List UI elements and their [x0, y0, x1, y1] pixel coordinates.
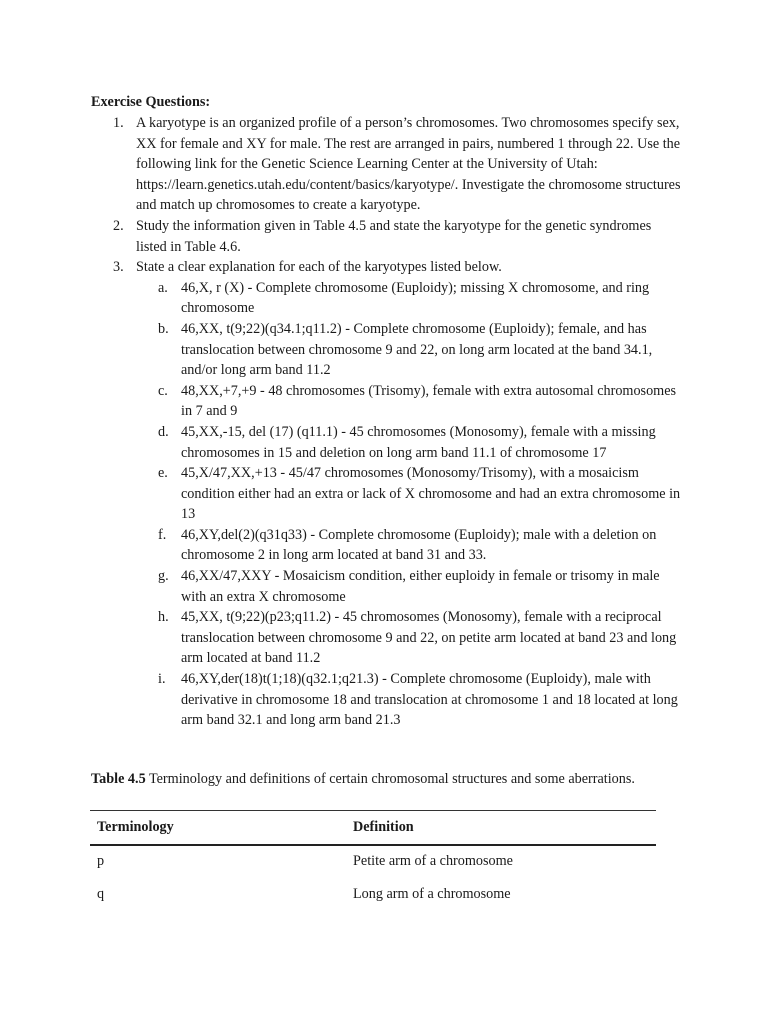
- exercise-item-2: [91, 216, 681, 257]
- item-text: 46,XX/47,XXY - Mosaicism condition, either euploidy in female or trisomy in male with an extra X chromosome: [181, 568, 660, 605]
- karyotype-item-c: [136, 381, 681, 422]
- karyotype-item-b: [136, 319, 681, 381]
- karyotype-item-f: [136, 525, 681, 566]
- table-caption-text: Terminology and definitions of certain chromosomal structures and some aberrations.: [145, 771, 635, 787]
- item-letter: f.: [158, 526, 167, 543]
- karyotype-item-d: [136, 422, 681, 463]
- item-letter: b.: [158, 320, 169, 337]
- karyotype-item-a: [136, 278, 681, 319]
- item-letter: e.: [158, 465, 168, 482]
- karyotype-item-e: [136, 463, 681, 525]
- item-number: 3.: [113, 259, 124, 276]
- term-cell: p: [97, 853, 105, 870]
- item-letter: a.: [158, 279, 168, 296]
- table-caption-label: Table 4.5: [91, 771, 146, 787]
- table-row: [90, 878, 656, 911]
- item-text: 46,XY,der(18)t(1;18)(q32.1;q21.3) - Complete chromosome (Euploidy), male with derivative in chromosome 18 and translocation at chromosome 1 and 18 located at long arm band 32.1 and long arm band 21.3: [181, 671, 678, 729]
- item-text: Study the information given in Table 4.5 and state the karyotype for the genetic syndromes listed in Table 4.6.: [136, 217, 652, 255]
- item-text: 46,XX, t(9;22)(q34.1;q11.2) - Complete chromosome (Euploidy); female, and has translocation between chromosome 9 and 22, on long arm located at the band 34.1, and/or long arm band 11.2: [181, 320, 653, 379]
- definition-cell: Petite arm of a chromosome: [353, 853, 513, 870]
- item-text: 46,XY,del(2)(q31q33) - Complete chromosome (Euploidy); male with a deletion on chromosome 2 in long arm located at band 31 and 33.: [181, 526, 657, 564]
- item-letter: d.: [158, 423, 169, 440]
- column-header-terminology: Terminology: [90, 811, 346, 845]
- item-text: 45,X/47,XX,+13 - 45/47 chromosomes (Monosomy/Trisomy), with a mosaicism condition either had an extra or lack of X chromosome and had an extra chromosome in 13: [181, 465, 681, 523]
- definition-cell: Long arm of a chromosome: [353, 885, 511, 902]
- item-letter: g.: [158, 568, 169, 585]
- item-letter: i.: [158, 671, 166, 688]
- item-number: 1.: [113, 115, 124, 131]
- exercise-item-3: [91, 257, 681, 731]
- exercise-item-1: [91, 113, 681, 216]
- column-header-definition: Definition: [346, 811, 656, 845]
- table-row: [90, 845, 656, 878]
- karyotype-list: [136, 278, 681, 731]
- item-letter: c.: [158, 382, 168, 399]
- item-text: 45,XX, t(9;22)(p23;q11.2) - 45 chromosomes (Monosomy), female with a reciprocal translocation between chromosome 9 and 22, on petite arm located at band 23 and long arm located at band 11.2: [181, 609, 677, 667]
- karyotype-item-g: [136, 566, 681, 607]
- item-text: A karyotype is an organized profile of a person’s chromosomes. Two chromosomes specify sex, XX for female and XY for male. The rest are arranged in pairs, numbered 1 through 22. Use the following link for the Genetic Science Learning Center at the University of Utah: https://learn.genetics.utah.edu/content/basics/karyotype/. Investigate the chromosome structures and match up chromosomes to create a karyotype.: [136, 115, 681, 214]
- karyotype-item-i: [136, 669, 681, 731]
- item-text: State a clear explanation for each of the karyotypes listed below.: [136, 259, 502, 276]
- table-caption: [91, 769, 691, 790]
- karyotype-item-h: [136, 607, 681, 669]
- item-text: 48,XX,+7,+9 - 48 chromosomes (Trisomy), female with extra autosomal chromosomes in 7 and 9: [181, 382, 677, 420]
- item-number: 2.: [113, 217, 124, 234]
- item-text: 46,X, r (X) - Complete chromosome (Euploidy); missing X chromosome, and ring chromosome: [181, 279, 650, 317]
- item-letter: h.: [158, 609, 169, 626]
- table-header-row: [90, 811, 656, 845]
- exercise-list: [91, 113, 681, 731]
- exercise-heading: Exercise Questions:: [91, 94, 211, 110]
- terminology-table: [90, 810, 656, 911]
- term-cell: q: [97, 885, 105, 902]
- item-text: 45,XX,-15, del (17) (q11.1) - 45 chromosomes (Monosomy), female with a missing chromosomes in 15 and deletion on long arm band 11.1 of chromosome 17: [181, 423, 656, 461]
